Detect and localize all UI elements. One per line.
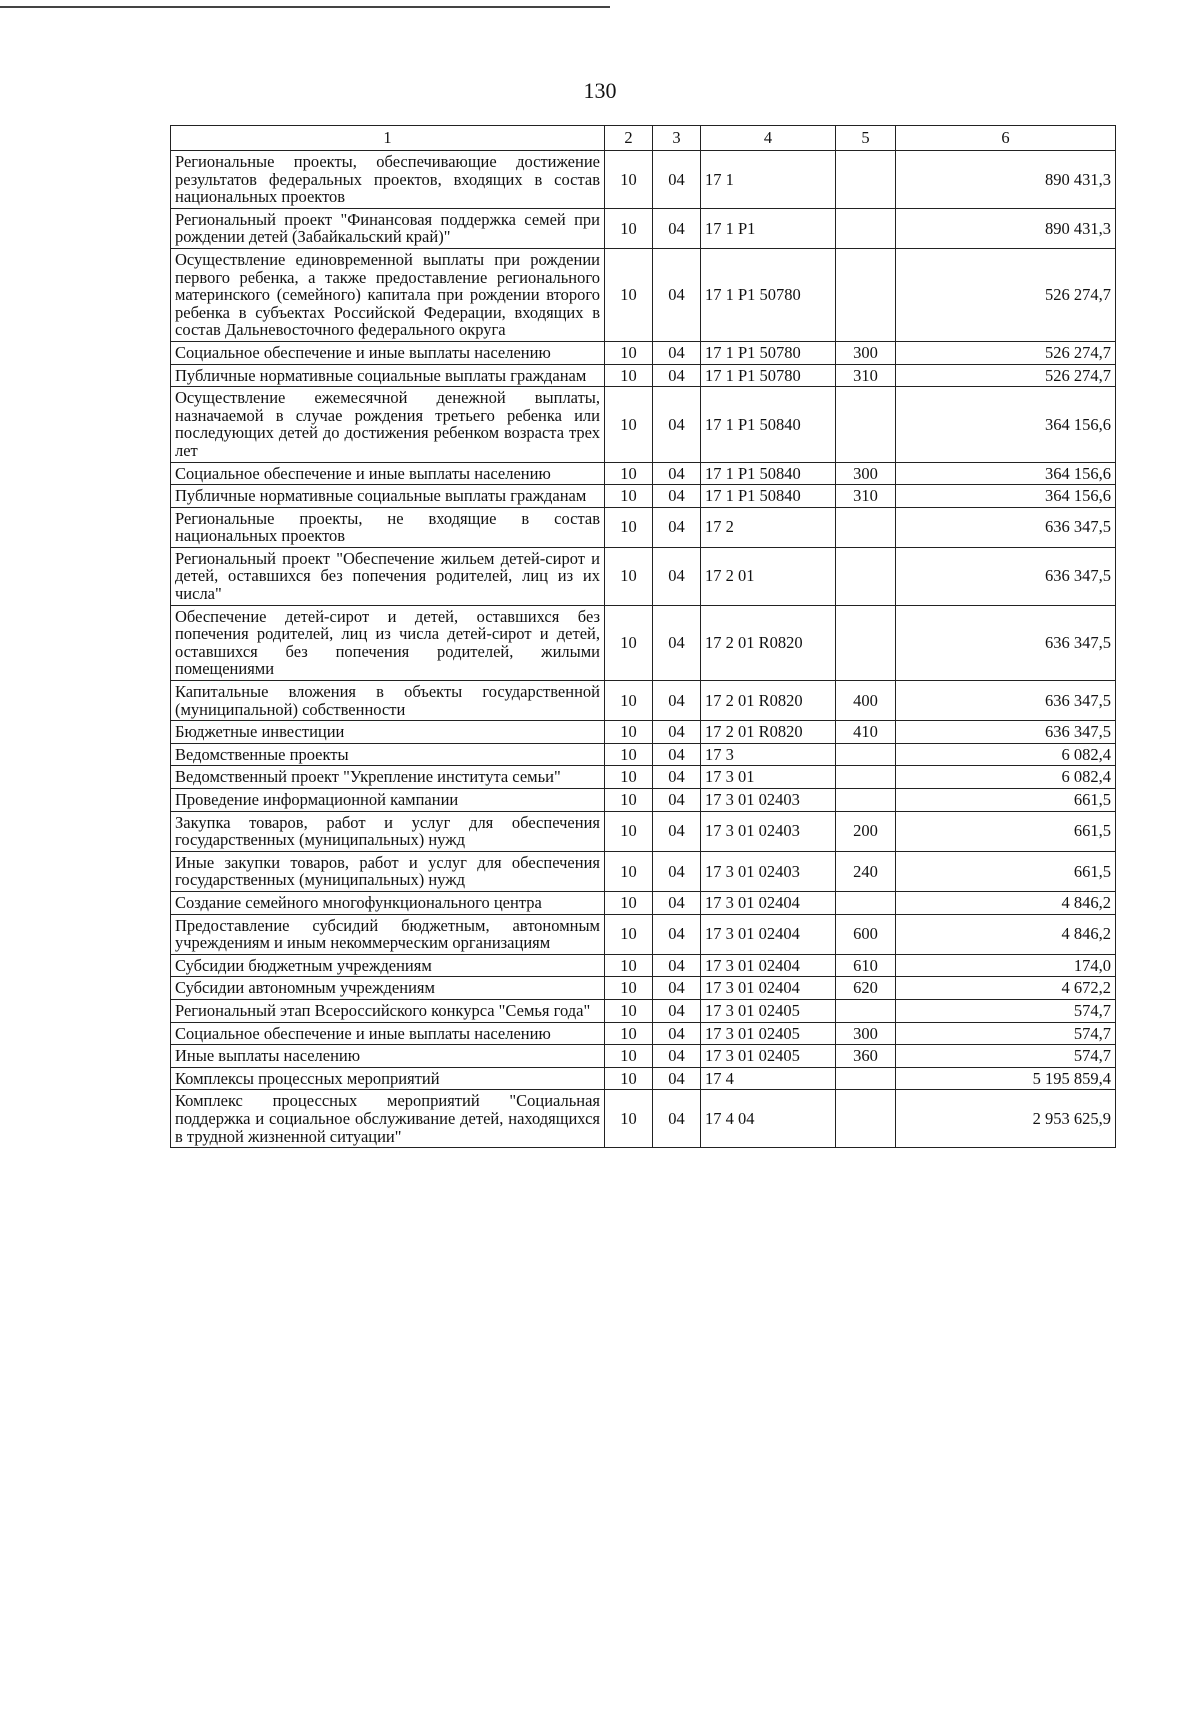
table-row bbox=[171, 743, 1116, 766]
section-cell: 10 bbox=[605, 462, 653, 485]
table-row bbox=[171, 462, 1116, 485]
table-row bbox=[171, 766, 1116, 789]
column-header-2: 2 bbox=[605, 126, 653, 151]
target-article-cell: 17 3 01 02403 bbox=[701, 851, 836, 891]
column-header-3: 3 bbox=[653, 126, 701, 151]
name-cell: Социальное обеспечение и иные выплаты населению bbox=[171, 1022, 605, 1045]
column-header-4: 4 bbox=[701, 126, 836, 151]
section-cell: 10 bbox=[605, 507, 653, 547]
expense-type-cell bbox=[836, 743, 896, 766]
target-article-cell: 17 3 01 02405 bbox=[701, 999, 836, 1022]
expense-type-cell: 310 bbox=[836, 485, 896, 508]
expense-type-cell: 360 bbox=[836, 1045, 896, 1068]
table-row bbox=[171, 547, 1116, 605]
target-article-cell: 17 3 01 02404 bbox=[701, 891, 836, 914]
amount-cell: 661,5 bbox=[896, 789, 1116, 812]
name-cell: Социальное обеспечение и иные выплаты населению bbox=[171, 341, 605, 364]
section-cell: 10 bbox=[605, 151, 653, 209]
section-cell: 10 bbox=[605, 766, 653, 789]
section-cell: 10 bbox=[605, 721, 653, 744]
table-row bbox=[171, 364, 1116, 387]
expense-type-cell bbox=[836, 387, 896, 462]
target-article-cell: 17 4 04 bbox=[701, 1090, 836, 1148]
table-row bbox=[171, 507, 1116, 547]
column-header-1: 1 bbox=[171, 126, 605, 151]
section-cell: 10 bbox=[605, 681, 653, 721]
table-row bbox=[171, 341, 1116, 364]
expense-type-cell: 200 bbox=[836, 811, 896, 851]
section-cell: 10 bbox=[605, 364, 653, 387]
table-row bbox=[171, 1067, 1116, 1090]
subsection-cell: 04 bbox=[653, 681, 701, 721]
expense-type-cell bbox=[836, 248, 896, 341]
name-cell: Закупка товаров, работ и услуг для обеспечения государственных (муниципальных) нужд bbox=[171, 811, 605, 851]
amount-cell: 574,7 bbox=[896, 1045, 1116, 1068]
amount-cell: 636 347,5 bbox=[896, 721, 1116, 744]
expense-type-cell bbox=[836, 999, 896, 1022]
amount-cell: 636 347,5 bbox=[896, 681, 1116, 721]
subsection-cell: 04 bbox=[653, 789, 701, 812]
amount-cell: 6 082,4 bbox=[896, 743, 1116, 766]
amount-cell: 2 953 625,9 bbox=[896, 1090, 1116, 1148]
subsection-cell: 04 bbox=[653, 851, 701, 891]
target-article-cell: 17 3 01 02405 bbox=[701, 1022, 836, 1045]
table-header bbox=[171, 126, 1116, 151]
subsection-cell: 04 bbox=[653, 547, 701, 605]
amount-cell: 661,5 bbox=[896, 811, 1116, 851]
name-cell: Ведомственный проект "Укрепление института семьи" bbox=[171, 766, 605, 789]
table-row bbox=[171, 151, 1116, 209]
expense-type-cell bbox=[836, 1067, 896, 1090]
amount-cell: 526 274,7 bbox=[896, 248, 1116, 341]
target-article-cell: 17 3 01 02404 bbox=[701, 914, 836, 954]
expense-type-cell bbox=[836, 547, 896, 605]
subsection-cell: 04 bbox=[653, 891, 701, 914]
table-row bbox=[171, 1090, 1116, 1148]
subsection-cell: 04 bbox=[653, 341, 701, 364]
name-cell: Капитальные вложения в объекты государственной (муниципальной) собственности bbox=[171, 681, 605, 721]
target-article-cell: 17 1 Р1 50840 bbox=[701, 387, 836, 462]
expense-type-cell: 400 bbox=[836, 681, 896, 721]
target-article-cell: 17 1 Р1 bbox=[701, 208, 836, 248]
amount-cell: 364 156,6 bbox=[896, 485, 1116, 508]
section-cell: 10 bbox=[605, 789, 653, 812]
target-article-cell: 17 3 01 02403 bbox=[701, 811, 836, 851]
subsection-cell: 04 bbox=[653, 151, 701, 209]
target-article-cell: 17 1 bbox=[701, 151, 836, 209]
expense-type-cell bbox=[836, 151, 896, 209]
expense-type-cell bbox=[836, 507, 896, 547]
column-header-5: 5 bbox=[836, 126, 896, 151]
table-row bbox=[171, 1022, 1116, 1045]
table-row bbox=[171, 605, 1116, 680]
section-cell: 10 bbox=[605, 547, 653, 605]
expense-type-cell: 610 bbox=[836, 954, 896, 977]
top-rule bbox=[0, 6, 610, 8]
table-row bbox=[171, 485, 1116, 508]
subsection-cell: 04 bbox=[653, 954, 701, 977]
name-cell: Комплексы процессных мероприятий bbox=[171, 1067, 605, 1090]
subsection-cell: 04 bbox=[653, 387, 701, 462]
expense-type-cell: 410 bbox=[836, 721, 896, 744]
subsection-cell: 04 bbox=[653, 766, 701, 789]
table-row bbox=[171, 681, 1116, 721]
amount-cell: 4 846,2 bbox=[896, 891, 1116, 914]
table-row bbox=[171, 914, 1116, 954]
name-cell: Субсидии автономным учреждениям bbox=[171, 977, 605, 1000]
amount-cell: 636 347,5 bbox=[896, 605, 1116, 680]
table-row bbox=[171, 387, 1116, 462]
subsection-cell: 04 bbox=[653, 1090, 701, 1148]
target-article-cell: 17 3 bbox=[701, 743, 836, 766]
table-row bbox=[171, 811, 1116, 851]
subsection-cell: 04 bbox=[653, 364, 701, 387]
expense-type-cell bbox=[836, 789, 896, 812]
table-row bbox=[171, 789, 1116, 812]
table-row bbox=[171, 721, 1116, 744]
expense-type-cell: 310 bbox=[836, 364, 896, 387]
subsection-cell: 04 bbox=[653, 999, 701, 1022]
subsection-cell: 04 bbox=[653, 743, 701, 766]
name-cell: Публичные нормативные социальные выплаты гражданам bbox=[171, 485, 605, 508]
section-cell: 10 bbox=[605, 999, 653, 1022]
name-cell: Региональные проекты, обеспечивающие достижение результатов федеральных проектов, входящих в состав национальных проектов bbox=[171, 151, 605, 209]
name-cell: Предоставление субсидий бюджетным, автономным учреждениям и иным некоммерческим организациям bbox=[171, 914, 605, 954]
section-cell: 10 bbox=[605, 1090, 653, 1148]
table-row bbox=[171, 208, 1116, 248]
budget-table bbox=[170, 125, 1116, 1148]
name-cell: Создание семейного многофункционального центра bbox=[171, 891, 605, 914]
section-cell: 10 bbox=[605, 914, 653, 954]
subsection-cell: 04 bbox=[653, 811, 701, 851]
amount-cell: 574,7 bbox=[896, 1022, 1116, 1045]
name-cell: Региональные проекты, не входящие в состав национальных проектов bbox=[171, 507, 605, 547]
name-cell: Иные выплаты населению bbox=[171, 1045, 605, 1068]
name-cell: Иные закупки товаров, работ и услуг для обеспечения государственных (муниципальных) нужд bbox=[171, 851, 605, 891]
section-cell: 10 bbox=[605, 954, 653, 977]
table-row bbox=[171, 1045, 1116, 1068]
subsection-cell: 04 bbox=[653, 208, 701, 248]
section-cell: 10 bbox=[605, 891, 653, 914]
amount-cell: 526 274,7 bbox=[896, 341, 1116, 364]
table-row bbox=[171, 248, 1116, 341]
amount-cell: 4 672,2 bbox=[896, 977, 1116, 1000]
amount-cell: 526 274,7 bbox=[896, 364, 1116, 387]
section-cell: 10 bbox=[605, 485, 653, 508]
subsection-cell: 04 bbox=[653, 914, 701, 954]
name-cell: Региональный проект "Обеспечение жильем детей-сирот и детей, оставшихся без попечения родителей, лиц из их числа" bbox=[171, 547, 605, 605]
table-row bbox=[171, 851, 1116, 891]
target-article-cell: 17 2 01 bbox=[701, 547, 836, 605]
name-cell: Региональный проект "Финансовая поддержка семей при рождении детей (Забайкальский край)" bbox=[171, 208, 605, 248]
expense-type-cell: 300 bbox=[836, 462, 896, 485]
target-article-cell: 17 1 Р1 50780 bbox=[701, 341, 836, 364]
section-cell: 10 bbox=[605, 1022, 653, 1045]
name-cell: Бюджетные инвестиции bbox=[171, 721, 605, 744]
amount-cell: 890 431,3 bbox=[896, 208, 1116, 248]
target-article-cell: 17 3 01 bbox=[701, 766, 836, 789]
expense-type-cell bbox=[836, 1090, 896, 1148]
target-article-cell: 17 2 bbox=[701, 507, 836, 547]
page-number: 130 bbox=[583, 78, 617, 103]
table-row bbox=[171, 977, 1116, 1000]
target-article-cell: 17 2 01 R0820 bbox=[701, 605, 836, 680]
table-row bbox=[171, 999, 1116, 1022]
target-article-cell: 17 2 01 R0820 bbox=[701, 681, 836, 721]
name-cell: Региональный этап Всероссийского конкурса "Семья года" bbox=[171, 999, 605, 1022]
section-cell: 10 bbox=[605, 743, 653, 766]
name-cell: Осуществление единовременной выплаты при рождении первого ребенка, а также предоставление регионального материнского (семейного) капитала при рождении второго ребенка в субъектах Российской Федерации, входящих в состав Дальневосточного федерального округа bbox=[171, 248, 605, 341]
amount-cell: 6 082,4 bbox=[896, 766, 1116, 789]
expense-type-cell bbox=[836, 766, 896, 789]
target-article-cell: 17 1 Р1 50780 bbox=[701, 364, 836, 387]
target-article-cell: 17 1 Р1 50840 bbox=[701, 462, 836, 485]
subsection-cell: 04 bbox=[653, 605, 701, 680]
section-cell: 10 bbox=[605, 851, 653, 891]
subsection-cell: 04 bbox=[653, 721, 701, 744]
amount-cell: 5 195 859,4 bbox=[896, 1067, 1116, 1090]
target-article-cell: 17 3 01 02404 bbox=[701, 977, 836, 1000]
target-article-cell: 17 3 01 02404 bbox=[701, 954, 836, 977]
amount-cell: 4 846,2 bbox=[896, 914, 1116, 954]
expense-type-cell bbox=[836, 605, 896, 680]
header-row bbox=[171, 126, 1116, 151]
amount-cell: 574,7 bbox=[896, 999, 1116, 1022]
expense-type-cell: 600 bbox=[836, 914, 896, 954]
target-article-cell: 17 3 01 02405 bbox=[701, 1045, 836, 1068]
target-article-cell: 17 2 01 R0820 bbox=[701, 721, 836, 744]
target-article-cell: 17 3 01 02403 bbox=[701, 789, 836, 812]
subsection-cell: 04 bbox=[653, 485, 701, 508]
expense-type-cell bbox=[836, 208, 896, 248]
target-article-cell: 17 4 bbox=[701, 1067, 836, 1090]
section-cell: 10 bbox=[605, 387, 653, 462]
expense-type-cell: 300 bbox=[836, 341, 896, 364]
table-row bbox=[171, 954, 1116, 977]
name-cell: Социальное обеспечение и иные выплаты населению bbox=[171, 462, 605, 485]
amount-cell: 174,0 bbox=[896, 954, 1116, 977]
section-cell: 10 bbox=[605, 208, 653, 248]
name-cell: Проведение информационной кампании bbox=[171, 789, 605, 812]
amount-cell: 364 156,6 bbox=[896, 387, 1116, 462]
name-cell: Субсидии бюджетным учреждениям bbox=[171, 954, 605, 977]
column-header-6: 6 bbox=[896, 126, 1116, 151]
subsection-cell: 04 bbox=[653, 1045, 701, 1068]
table-row bbox=[171, 891, 1116, 914]
section-cell: 10 bbox=[605, 341, 653, 364]
subsection-cell: 04 bbox=[653, 507, 701, 547]
amount-cell: 636 347,5 bbox=[896, 547, 1116, 605]
name-cell: Ведомственные проекты bbox=[171, 743, 605, 766]
subsection-cell: 04 bbox=[653, 462, 701, 485]
expense-type-cell bbox=[836, 891, 896, 914]
section-cell: 10 bbox=[605, 605, 653, 680]
subsection-cell: 04 bbox=[653, 977, 701, 1000]
name-cell: Обеспечение детей-сирот и детей, оставшихся без попечения родителей, лиц из числа детей-сирот и детей, оставшихся без попечения родителей, жилыми помещениями bbox=[171, 605, 605, 680]
target-article-cell: 17 1 Р1 50840 bbox=[701, 485, 836, 508]
subsection-cell: 04 bbox=[653, 1067, 701, 1090]
section-cell: 10 bbox=[605, 977, 653, 1000]
expense-type-cell: 240 bbox=[836, 851, 896, 891]
name-cell: Комплекс процессных мероприятий "Социальная поддержка и социальное обслуживание детей, находящихся в трудной жизненной ситуации" bbox=[171, 1090, 605, 1148]
amount-cell: 661,5 bbox=[896, 851, 1116, 891]
name-cell: Осуществление ежемесячной денежной выплаты, назначаемой в случае рождения третьего ребенка или последующих детей до достижения ребенком возраста трех лет bbox=[171, 387, 605, 462]
section-cell: 10 bbox=[605, 1067, 653, 1090]
amount-cell: 890 431,3 bbox=[896, 151, 1116, 209]
section-cell: 10 bbox=[605, 1045, 653, 1068]
name-cell: Публичные нормативные социальные выплаты гражданам bbox=[171, 364, 605, 387]
table-body bbox=[171, 151, 1116, 1148]
subsection-cell: 04 bbox=[653, 1022, 701, 1045]
section-cell: 10 bbox=[605, 811, 653, 851]
target-article-cell: 17 1 Р1 50780 bbox=[701, 248, 836, 341]
section-cell: 10 bbox=[605, 248, 653, 341]
expense-type-cell: 300 bbox=[836, 1022, 896, 1045]
amount-cell: 364 156,6 bbox=[896, 462, 1116, 485]
expense-type-cell: 620 bbox=[836, 977, 896, 1000]
amount-cell: 636 347,5 bbox=[896, 507, 1116, 547]
subsection-cell: 04 bbox=[653, 248, 701, 341]
